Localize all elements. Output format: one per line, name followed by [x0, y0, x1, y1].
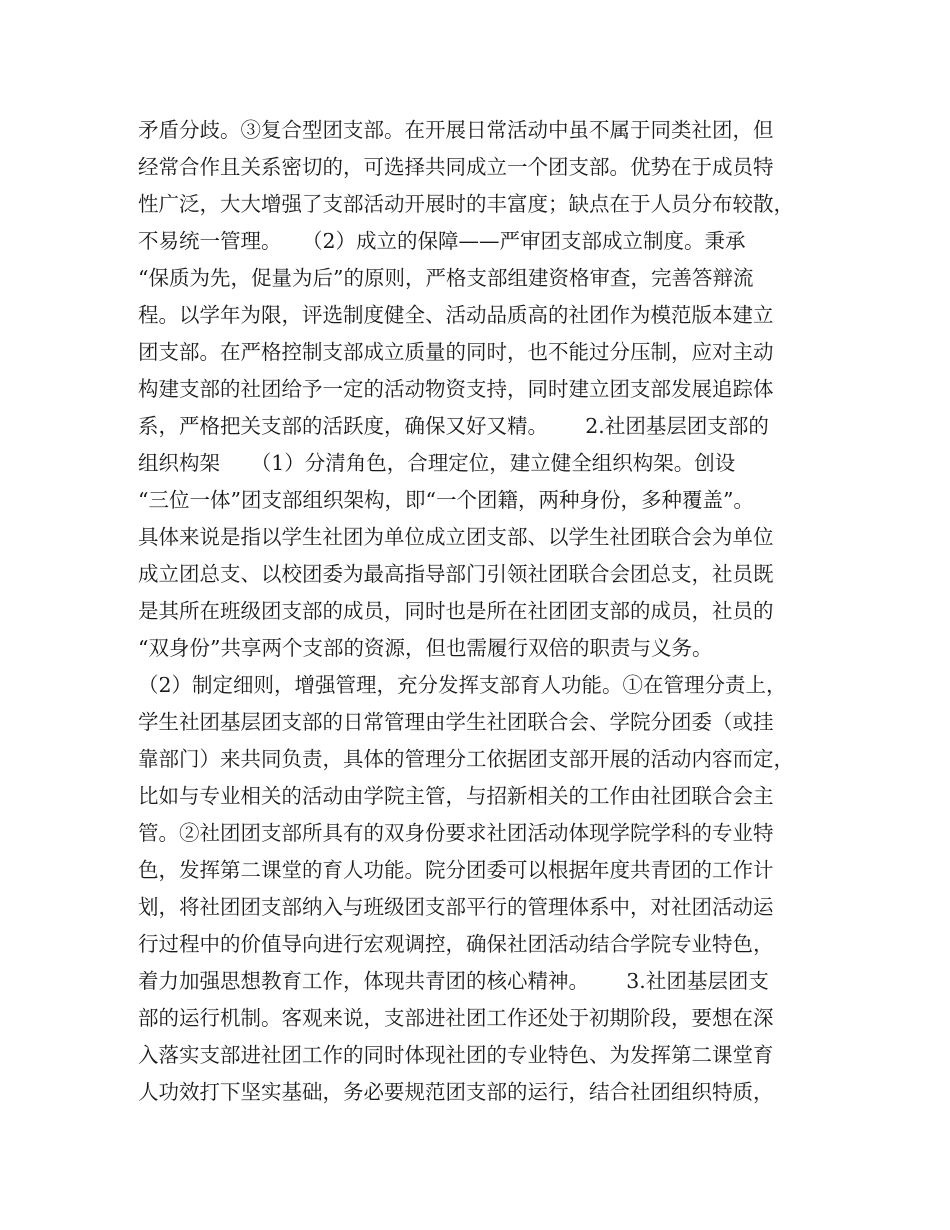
text-line-4: 不易统一管理。 （2）成立的保障——严审团支部成立制度。秉承 — [138, 229, 746, 253]
text-line-20: 管。②社团团支部所具有的双身份要求社团活动体现学院学科的专业特 — [138, 821, 774, 845]
text-line-5: “保质为先，促量为后”的原则，严格支部组建资格审查，完善答辩流 — [138, 266, 754, 290]
text-line-17: 学生社团基层团支部的日常管理由学生社团联合会、学院分团委（或挂 — [138, 710, 774, 734]
text-line-10: 组织构架 （1）分清角色，合理定位，建立健全组织构架。创设 — [138, 451, 736, 475]
text-line-15: “双身份”共享两个支部的资源，但也需履行双倍的职责与义务。 — [138, 636, 713, 660]
text-line-7: 团支部。在严格控制支部成立质量的同时，也不能过分压制，应对主动 — [138, 340, 774, 364]
text-line-9: 系，严格把关支部的活跃度，确保又好又精。 2.社团基层团支部的 — [138, 414, 769, 438]
text-line-22: 划，将社团团支部纳入与班级团支部平行的管理体系中，对社团活动运 — [138, 895, 774, 919]
body-text — [138, 112, 828, 1111]
text-line-3: 性广泛，大大增强了支部活动开展时的丰富度；缺点在于人员分布较散， — [138, 192, 794, 216]
text-line-1: 矛盾分歧。③复合型团支部。在开展日常活动中虽不属于同类社团，但 — [138, 118, 774, 142]
text-line-25: 部的运行机制。客观来说，支部进社团工作还处于初期阶段，要想在深 — [138, 1006, 774, 1030]
text-line-26: 入落实支部进社团工作的同时体现社团的专业特色、为发挥第二课堂育 — [138, 1043, 774, 1067]
text-line-19: 比如与专业相关的活动由学院主管，与招新相关的工作由社团联合会主 — [138, 784, 774, 808]
text-line-11: “三位一体”团支部组织架构，即“一个团籍，两种身份，多种覆盖”。 — [138, 488, 754, 512]
text-line-21: 色，发挥第二课堂的育人功能。院分团委可以根据年度共青团的工作计 — [138, 858, 774, 882]
text-line-16: （2）制定细则，增强管理，充分发挥支部育人功能。①在管理分责上， — [138, 673, 787, 697]
text-line-14: 是其所在班级团支部的成员，同时也是所在社团团支部的成员，社员的 — [138, 599, 774, 623]
text-line-12: 具体来说是指以学生社团为单位成立团支部、以学生社团联合会为单位 — [138, 525, 774, 549]
text-line-2: 经常合作且关系密切的，可选择共同成立一个团支部。优势在于成员特 — [138, 155, 774, 179]
text-line-24: 着力加强思想教育工作，体现共青团的核心精神。 3.社团基层团支 — [138, 969, 769, 993]
text-line-27: 人功效打下坚实基础，务必要规范团支部的运行，结合社团组织特质， — [138, 1080, 774, 1104]
text-line-8: 构建支部的社团给予一定的活动物资支持，同时建立团支部发展追踪体 — [138, 377, 774, 401]
text-line-23: 行过程中的价值导向进行宏观调控，确保社团活动结合学院专业特色， — [138, 932, 774, 956]
text-line-18: 靠部门）来共同负责，具体的管理分工依据团支部开展的活动内容而定， — [138, 747, 794, 771]
text-line-13: 成立团总支、以校团委为最高指导部门引领社团联合会团总支，社员既 — [138, 562, 774, 586]
text-line-6: 程。以学年为限，评选制度健全、活动品质高的社团作为模范版本建立 — [138, 303, 774, 327]
